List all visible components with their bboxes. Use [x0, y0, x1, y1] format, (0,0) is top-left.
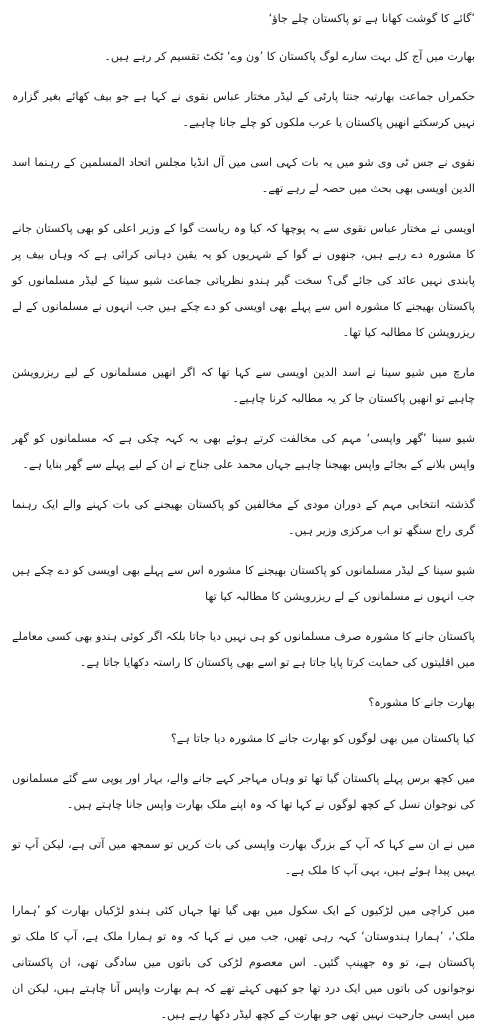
paragraph-4: اویسی نے مختار عباس نقوی سے یہ پوچھا کہ کیا وہ ریاست گوا کے وزیر اعلی کو بھی پاکستان جانے کا مشورہ دے رہے ہیں، جنھوں نے گوا کے شہریوں کو یہ یقین دہانی کرائی ہے کہ وہاں بیف پر پابندی نہیں عائد کی جائے گی؟ سخت گیر ہندو نظریاتی جماعت شیو سینا کے لیڈر مسلمانوں کو پاکستان بھیجنے کا مشورہ اس سے پہلے بھی اویسی کو دے چکے ہیں جب انہوں نے مسلمانوں کے لے ریزرویشن کا مطالبہ کیا تھا۔ — [12, 222, 475, 339]
paragraph-7: گذشتہ انتخابی مہم کے دوران مودی کے مخالفین کو پاکستان بھیجنے کی بات کہنے والے ایک رہنما گری راج سنگھ تو اب مرکزی وزیر ہیں۔ — [12, 498, 475, 537]
section-heading: بھارت جانے کا مشورہ؟ — [368, 696, 475, 709]
paragraph-14: میں کراچی میں لڑکیوں کے ایک سکول میں بھی گیا تھا جہاں کئی ہندو لڑکیاں بھارت کو ’ہمارا ملک‘، ’ہمارا ہندوستان‘ کہہ رہی تھیں، جب میں نے کہا کہ وہ تو ہمارا ملک ہے، آپ کا ملک تو پاکستان ہے، تو وہ جھینپ گئیں۔ اس معصوم لڑکی کی باتوں میں سادگی تھی، ان پاکستانی نوجوانوں کی باتوں میں ایک درد تھا جو کبھی کہتے تھے کہ ہم بھارت واپس آنا چاہتے ہیں، لیکن ان میں ایسی جارحیت نہیں تھی جو بھارت کے کچھ لیڈر دکھا رہے ہیں۔ — [12, 904, 475, 1021]
paragraph-13: میں نے ان سے کہا کہ آپ کے بزرگ بھارت واپسی کی بات کریں تو سمجھ میں آتی ہے، لیکن آپ تو یہیں پیدا ہوئے ہیں، یہی آپ کا ملک ہے۔ — [12, 838, 475, 877]
paragraph-9: پاکستان جانے کا مشورہ صرف مسلمانوں کو ہی نہیں دیا جاتا بلکہ اگر کوئی ہندو بھی کسی معاملے میں اقلیتوں کی حمایت کرتا پایا جاتا ہے تو اسے بھی پاکستان کا راستہ دکھایا جاتا ہے۔ — [12, 630, 475, 669]
paragraph-12: میں کچھ برس پہلے پاکستان گیا تھا تو وہاں مہاجر کہے جانے والے، بہار اور یوپی سے گئے مسلمانوں کی نوجوان نسل کے کچھ لوگوں نے کہا تھا کہ وہ اپنے ملک بھارت واپس جانا چاہتے ہیں۔ — [12, 772, 475, 811]
paragraph-1: بھارت میں آج کل بہت سارے لوگ پاکستان کا ’ون وے‘ ٹکٹ تقسیم کر رہے ہیں۔ — [104, 50, 475, 63]
paragraph-2: حکمراں جماعت بھارتیہ جنتا پارٹی کے لیڈر مختار عباس نقوی نے کہا ہے جو بیف کھائے بغیر گزارہ نہیں کرسکتے انھیں پاکستان یا عرب ملکوں کو چلے جانا چاہیے۔ — [12, 90, 475, 129]
paragraph-3: نقوی نے جس ٹی وی شو میں یہ بات کہی اسی میں آل انڈیا مجلس اتحاد المسلمین کے رہنما اسد الدین اویسی بھی بحث میں حصہ لے رہے تھے۔ — [12, 156, 475, 195]
paragraph-5: مارچ میں شیو سینا نے اسد الدین اویسی سے کہا تھا کہ اگر انھیں مسلمانوں کے لیے ریزرویشن چاہیے تو انھیں پاکستان جا کر یہ مطالبہ کرنا چاہیے۔ — [12, 366, 475, 405]
article-title: ’گائے کا گوشت کھانا ہے تو پاکستان چلے جاؤ‘ — [268, 12, 475, 25]
paragraph-11: کیا پاکستان میں بھی لوگوں کو بھارت جانے کا مشورہ دیا جاتا ہے؟ — [170, 732, 475, 745]
paragraph-6: شیو سینا ’گھر واپسی‘ مہم کی مخالفت کرتے ہوئے بھی یہ کہہ چکی ہے کہ مسلمانوں کو گھر واپس بلانے کے بجائے واپس بھیجنا چاہیے جہاں محمد علی جناح نے ان کے لیے پہلے سے گھر بنایا ہے۔ — [12, 432, 475, 471]
paragraph-8: شیو سینا کے لیڈر مسلمانوں کو پاکستان بھیجنے کا مشورہ اس سے پہلے بھی اویسی کو دے چکے ہیں جب انہوں نے مسلمانوں کے لے ریزرویشن کا مطالبہ کیا تھا — [12, 564, 475, 603]
